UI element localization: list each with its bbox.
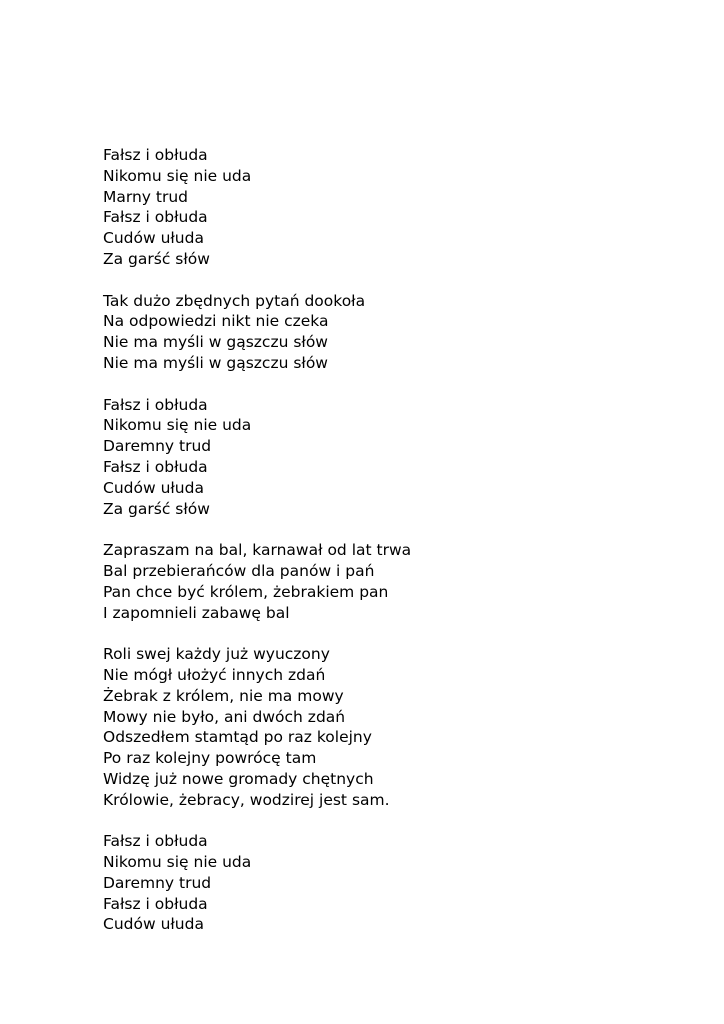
lyrics-text <box>103 145 411 956</box>
lyric-line: Nikomu się nie uda <box>103 166 252 185</box>
lyric-line: Cudów ułuda <box>103 915 204 934</box>
lyric-line: Roli swej każdy już wyuczony <box>103 645 330 664</box>
lyric-line: Widzę już nowe gromady chętnych <box>103 769 374 788</box>
lyric-line: Fałsz i obłuda <box>103 832 208 851</box>
lyric-line: Nie ma myśli w gąszczu słów <box>103 353 328 372</box>
lyric-line: Pan chce być królem, żebrakiem pan <box>103 582 389 601</box>
lyric-line: Marny trud <box>103 187 189 206</box>
lyric-line: Nie ma myśli w gąszczu słów <box>103 333 328 352</box>
lyric-line: Cudów ułuda <box>103 229 204 248</box>
stanza-3 <box>103 395 411 520</box>
lyric-line: Fałsz i obłuda <box>103 395 208 414</box>
lyric-line: Zapraszam na bal, karnawał od lat trwa <box>103 541 412 560</box>
lyric-line: Królowie, żebracy, wodzirej jest sam. <box>103 790 390 809</box>
lyric-line: Za garść słów <box>103 499 210 518</box>
lyric-line: Nikomu się nie uda <box>103 416 252 435</box>
lyric-line: Fałsz i obłuda <box>103 208 208 227</box>
lyric-line: Cudów ułuda <box>103 478 204 497</box>
lyric-line: Odszedłem stamtąd po raz kolejny <box>103 728 372 747</box>
lyric-line: Daremny trud <box>103 437 212 456</box>
lyric-line: Nie mógł ułożyć innych zdań <box>103 665 326 684</box>
lyric-line: Za garść słów <box>103 249 210 268</box>
lyric-line: Żebrak z królem, nie ma mowy <box>103 686 344 705</box>
stanza-1 <box>103 145 411 270</box>
lyric-line: Fałsz i obłuda <box>103 894 208 913</box>
lyric-line: I zapomnieli zabawę bal <box>103 603 290 622</box>
lyric-line: Nikomu się nie uda <box>103 853 252 872</box>
lyric-line: Daremny trud <box>103 873 212 892</box>
stanza-6 <box>103 831 411 935</box>
stanza-2 <box>103 291 411 374</box>
lyric-line: Bal przebierańców dla panów i pań <box>103 561 375 580</box>
lyric-line: Mowy nie było, ani dwóch zdań <box>103 707 346 726</box>
stanza-4 <box>103 540 411 623</box>
lyric-line: Fałsz i obłuda <box>103 146 208 164</box>
lyric-line: Fałsz i obłuda <box>103 457 208 476</box>
lyric-line: Tak dużo zbędnych pytań dookoła <box>103 291 366 310</box>
lyric-line: Na odpowiedzi nikt nie czeka <box>103 312 329 331</box>
lyric-line: Po raz kolejny powrócę tam <box>103 749 317 768</box>
stanza-5 <box>103 644 411 810</box>
